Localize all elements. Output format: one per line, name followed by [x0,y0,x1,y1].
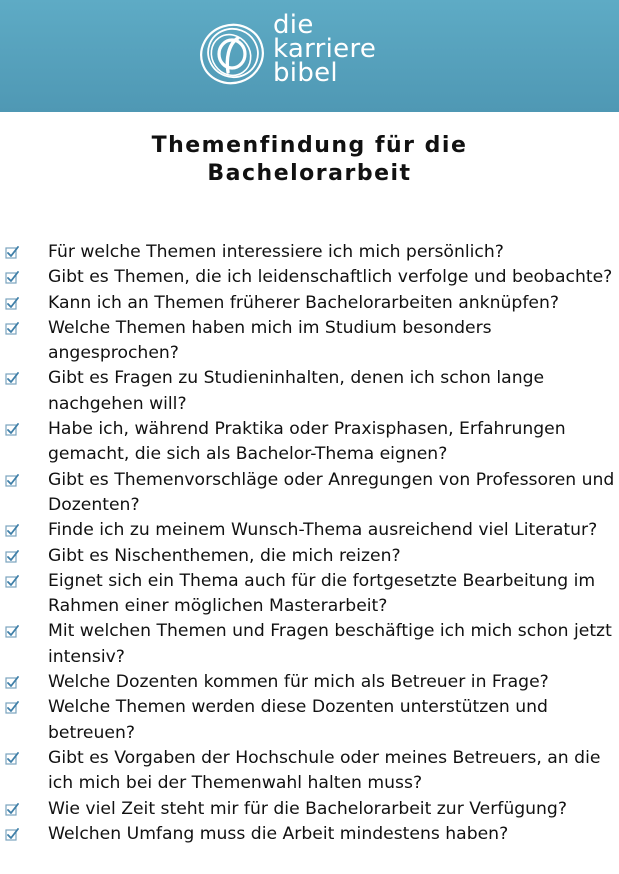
checklist-item-text: Gibt es Vorgaben der Hochschule oder meines Betreuers, an die ich mich bei der Themenwahl halten muss? [48,747,601,794]
checkbox-icon [5,372,20,385]
checklist-item-text: Welche Themen haben mich im Studium besonders angesprochen? [48,317,492,364]
checkbox-icon [5,297,20,310]
checklist-item [0,670,619,695]
checklist-item [0,569,619,620]
title-line-2: Bachelorarbeit [207,161,412,186]
checkbox-icon [5,676,20,689]
checklist-item-text: Gibt es Themenvorschläge oder Anregungen von Professoren und Dozenten? [48,469,615,515]
checklist-item [0,291,619,316]
circle-swirl-logo-icon [198,20,266,88]
checkbox-icon [5,803,20,816]
checkbox-icon [5,828,20,841]
checkbox-icon [5,246,20,259]
checkbox-icon [5,474,20,487]
checklist-item [0,797,619,822]
header-banner [0,0,619,112]
checklist-item-text: Kann ich an Themen früherer Bachelorarbeiten anknüpfen? [48,292,559,313]
checkbox-icon [5,423,20,436]
checkbox-icon [5,524,20,537]
checklist-item-text: Gibt es Themen, die ich leidenschaftlich verfolge und beobachte? [48,267,613,288]
checklist [0,240,619,847]
page-title [0,132,619,188]
checklist-item [0,240,619,265]
checklist-item [0,518,619,543]
checklist-item-text: Welche Themen werden diese Dozenten unterstützen und betreuen? [48,697,548,743]
checkbox-icon [5,752,20,765]
checkbox-icon [5,550,20,563]
checklist-item-text: Mit welchen Themen und Fragen beschäftige ich mich schon jetzt intensiv? [48,621,612,667]
checklist-item [0,366,619,417]
checkbox-icon [5,625,20,638]
checklist-item-text: Gibt es Fragen zu Studieninhalten, denen ich schon lange nachgehen will? [48,368,545,414]
checklist-item [0,822,619,847]
checklist-item [0,695,619,746]
checklist-item-text: Habe ich, während Praktika oder Praxisphasen, Erfahrungen gemacht, die sich als Bachelor-Thema eignen? [48,419,566,465]
checklist-item-text: Welche Dozenten kommen für mich als Betreuer in Frage? [48,672,549,693]
logo-line-bibel: bibel [273,58,338,88]
checkbox-icon [5,701,20,714]
checklist-item [0,468,619,519]
logo-wordmark [273,10,377,88]
checkbox-icon [5,322,20,335]
checklist-item [0,544,619,569]
checklist-item-text: Welchen Umfang muss die Arbeit mindestens haben? [48,823,509,844]
logo-line-karriere: karriere [273,34,377,64]
checklist-item [0,316,619,367]
title-line-1: Themenfindung für die [151,133,468,158]
checklist-item [0,265,619,290]
checkbox-icon [5,271,20,284]
checklist-item [0,619,619,670]
checklist-item [0,746,619,797]
checkbox-icon [5,575,20,588]
logo-line-die: die [273,10,314,40]
checklist-item-text: Finde ich zu meinem Wunsch-Thema ausreichend viel Literatur? [48,520,598,541]
checklist-item [0,417,619,468]
checklist-item-text: Wie viel Zeit steht mir für die Bachelorarbeit zur Verfügung? [48,798,567,819]
checklist-item-text: Eignet sich ein Thema auch für die fortgesetzte Bearbeitung im Rahmen einer möglichen Masterarbeit? [48,570,596,617]
checklist-item-text: Gibt es Nischenthemen, die mich reizen? [48,545,401,566]
checklist-item-text: Für welche Themen interessiere ich mich persönlich? [48,242,504,262]
